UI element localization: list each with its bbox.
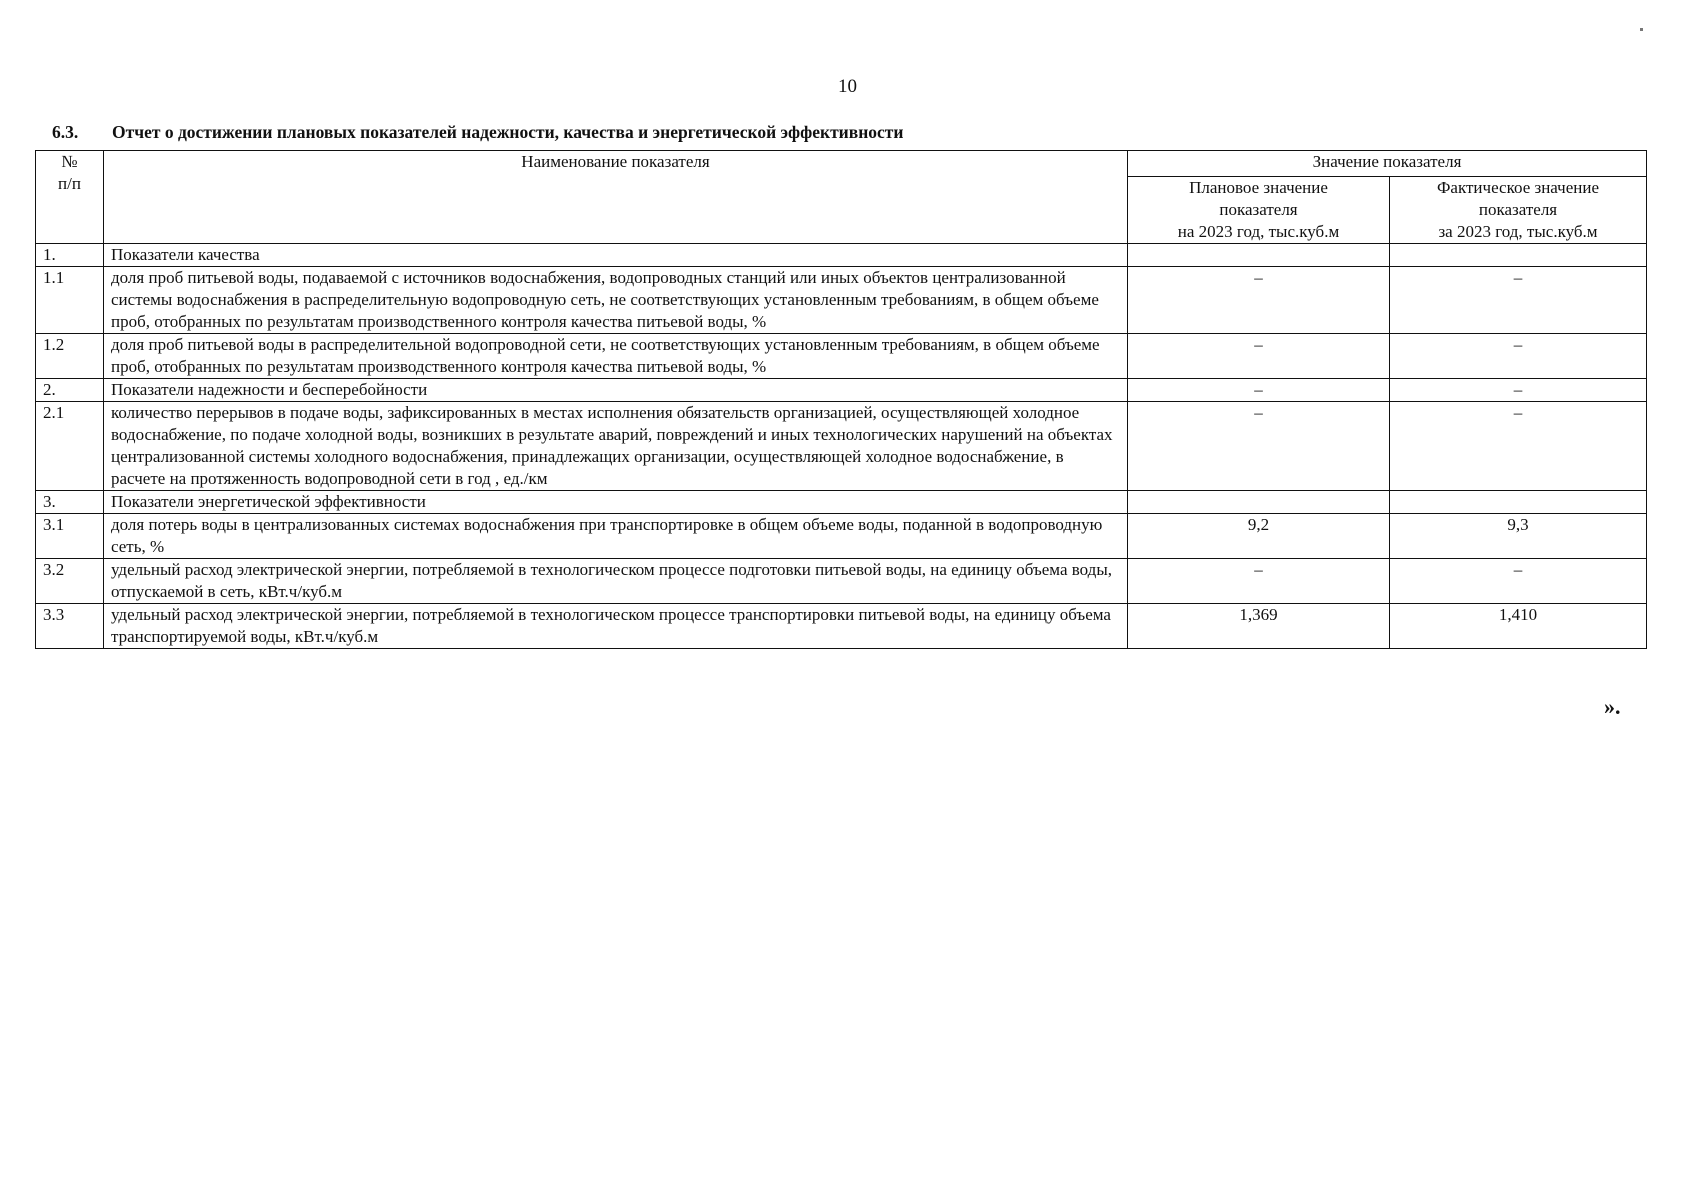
row-fact-value [1390, 244, 1647, 267]
closing-quote-mark: ». [1604, 694, 1621, 719]
row-name: количество перерывов в подаче воды, зафиксированных в местах исполнения обязательств организацией, осуществляющей холодное водоснабжение, по подаче холодной воды, возникших в результате аварий, повреждений и иных технологических нарушений на объектах централизованной системы холодного водоснабжения, принадлежащих организации, осуществляющей холодное водоснабжение, в расчете на протяженность водопроводной сети в год , ед./км [104, 402, 1128, 491]
table-row [36, 604, 1647, 649]
row-number: 3.1 [36, 514, 104, 559]
table-row [36, 491, 1647, 514]
row-name: Показатели качества [104, 244, 1128, 267]
table-row [36, 402, 1647, 491]
scan-speck [1640, 28, 1643, 31]
row-fact-value: 1,410 [1390, 604, 1647, 649]
row-name: доля проб питьевой воды, подаваемой с источников водоснабжения, водопроводных станций или иных объектов централизованной системы водоснабжения в распределительную водопроводную сеть, не соответствующих установленным требованиям, в общем объеме проб, отобранных по результатам производственного контроля качества питьевой воды, % [104, 267, 1128, 334]
row-plan-value: – [1128, 559, 1390, 604]
row-number: 1. [36, 244, 104, 267]
header-name: Наименование показателя [104, 151, 1128, 244]
row-fact-value [1390, 491, 1647, 514]
row-name: доля потерь воды в централизованных системах водоснабжения при транспортировке в общем объеме воды, поданной в водопроводную сеть, % [104, 514, 1128, 559]
section-title: Отчет о достижении плановых показателей надежности, качества и энергетической эффективности [112, 122, 904, 142]
row-plan-value: – [1128, 379, 1390, 402]
row-plan-value [1128, 244, 1390, 267]
row-plan-value: – [1128, 267, 1390, 334]
section-heading [52, 122, 903, 143]
row-fact-value: – [1390, 559, 1647, 604]
header-plan: Плановое значение показателя на 2023 год, тыс.куб.м [1128, 177, 1390, 244]
row-name: Показатели энергетической эффективности [104, 491, 1128, 514]
row-number: 3.2 [36, 559, 104, 604]
row-number: 3.3 [36, 604, 104, 649]
header-num: № п/п [36, 151, 104, 244]
section-number: 6.3. [52, 122, 79, 142]
table-body [36, 244, 1647, 649]
row-name: удельный расход электрической энергии, потребляемой в технологическом процессе подготовки питьевой воды, на единицу объема воды, отпускаемой в сеть, кВт.ч/куб.м [104, 559, 1128, 604]
row-plan-value: 9,2 [1128, 514, 1390, 559]
table-row [36, 379, 1647, 402]
header-fact: Фактическое значение показателя за 2023 год, тыс.куб.м [1390, 177, 1647, 244]
indicators-table [35, 150, 1647, 649]
row-number: 1.1 [36, 267, 104, 334]
row-fact-value: – [1390, 334, 1647, 379]
table-row [36, 514, 1647, 559]
row-plan-value: 1,369 [1128, 604, 1390, 649]
row-fact-value: – [1390, 267, 1647, 334]
page-number: 10 [838, 76, 857, 97]
table-row [36, 267, 1647, 334]
row-plan-value: – [1128, 402, 1390, 491]
table-row [36, 244, 1647, 267]
header-value-group: Значение показателя [1128, 151, 1647, 177]
row-number: 2.1 [36, 402, 104, 491]
row-name: Показатели надежности и бесперебойности [104, 379, 1128, 402]
table-header [36, 151, 1647, 244]
row-plan-value: – [1128, 334, 1390, 379]
row-name: удельный расход электрической энергии, потребляемой в технологическом процессе транспортировки питьевой воды, на единицу объема транспортируемой воды, кВт.ч/куб.м [104, 604, 1128, 649]
table-row [36, 334, 1647, 379]
row-number: 2. [36, 379, 104, 402]
row-fact-value: – [1390, 402, 1647, 491]
row-number: 1.2 [36, 334, 104, 379]
row-fact-value: 9,3 [1390, 514, 1647, 559]
table-row [36, 559, 1647, 604]
row-plan-value [1128, 491, 1390, 514]
row-fact-value: – [1390, 379, 1647, 402]
row-name: доля проб питьевой воды в распределительной водопроводной сети, не соответствующих установленным требованиям, в общем объеме проб, отобранных по результатам производственного контроля качества питьевой воды, % [104, 334, 1128, 379]
row-number: 3. [36, 491, 104, 514]
